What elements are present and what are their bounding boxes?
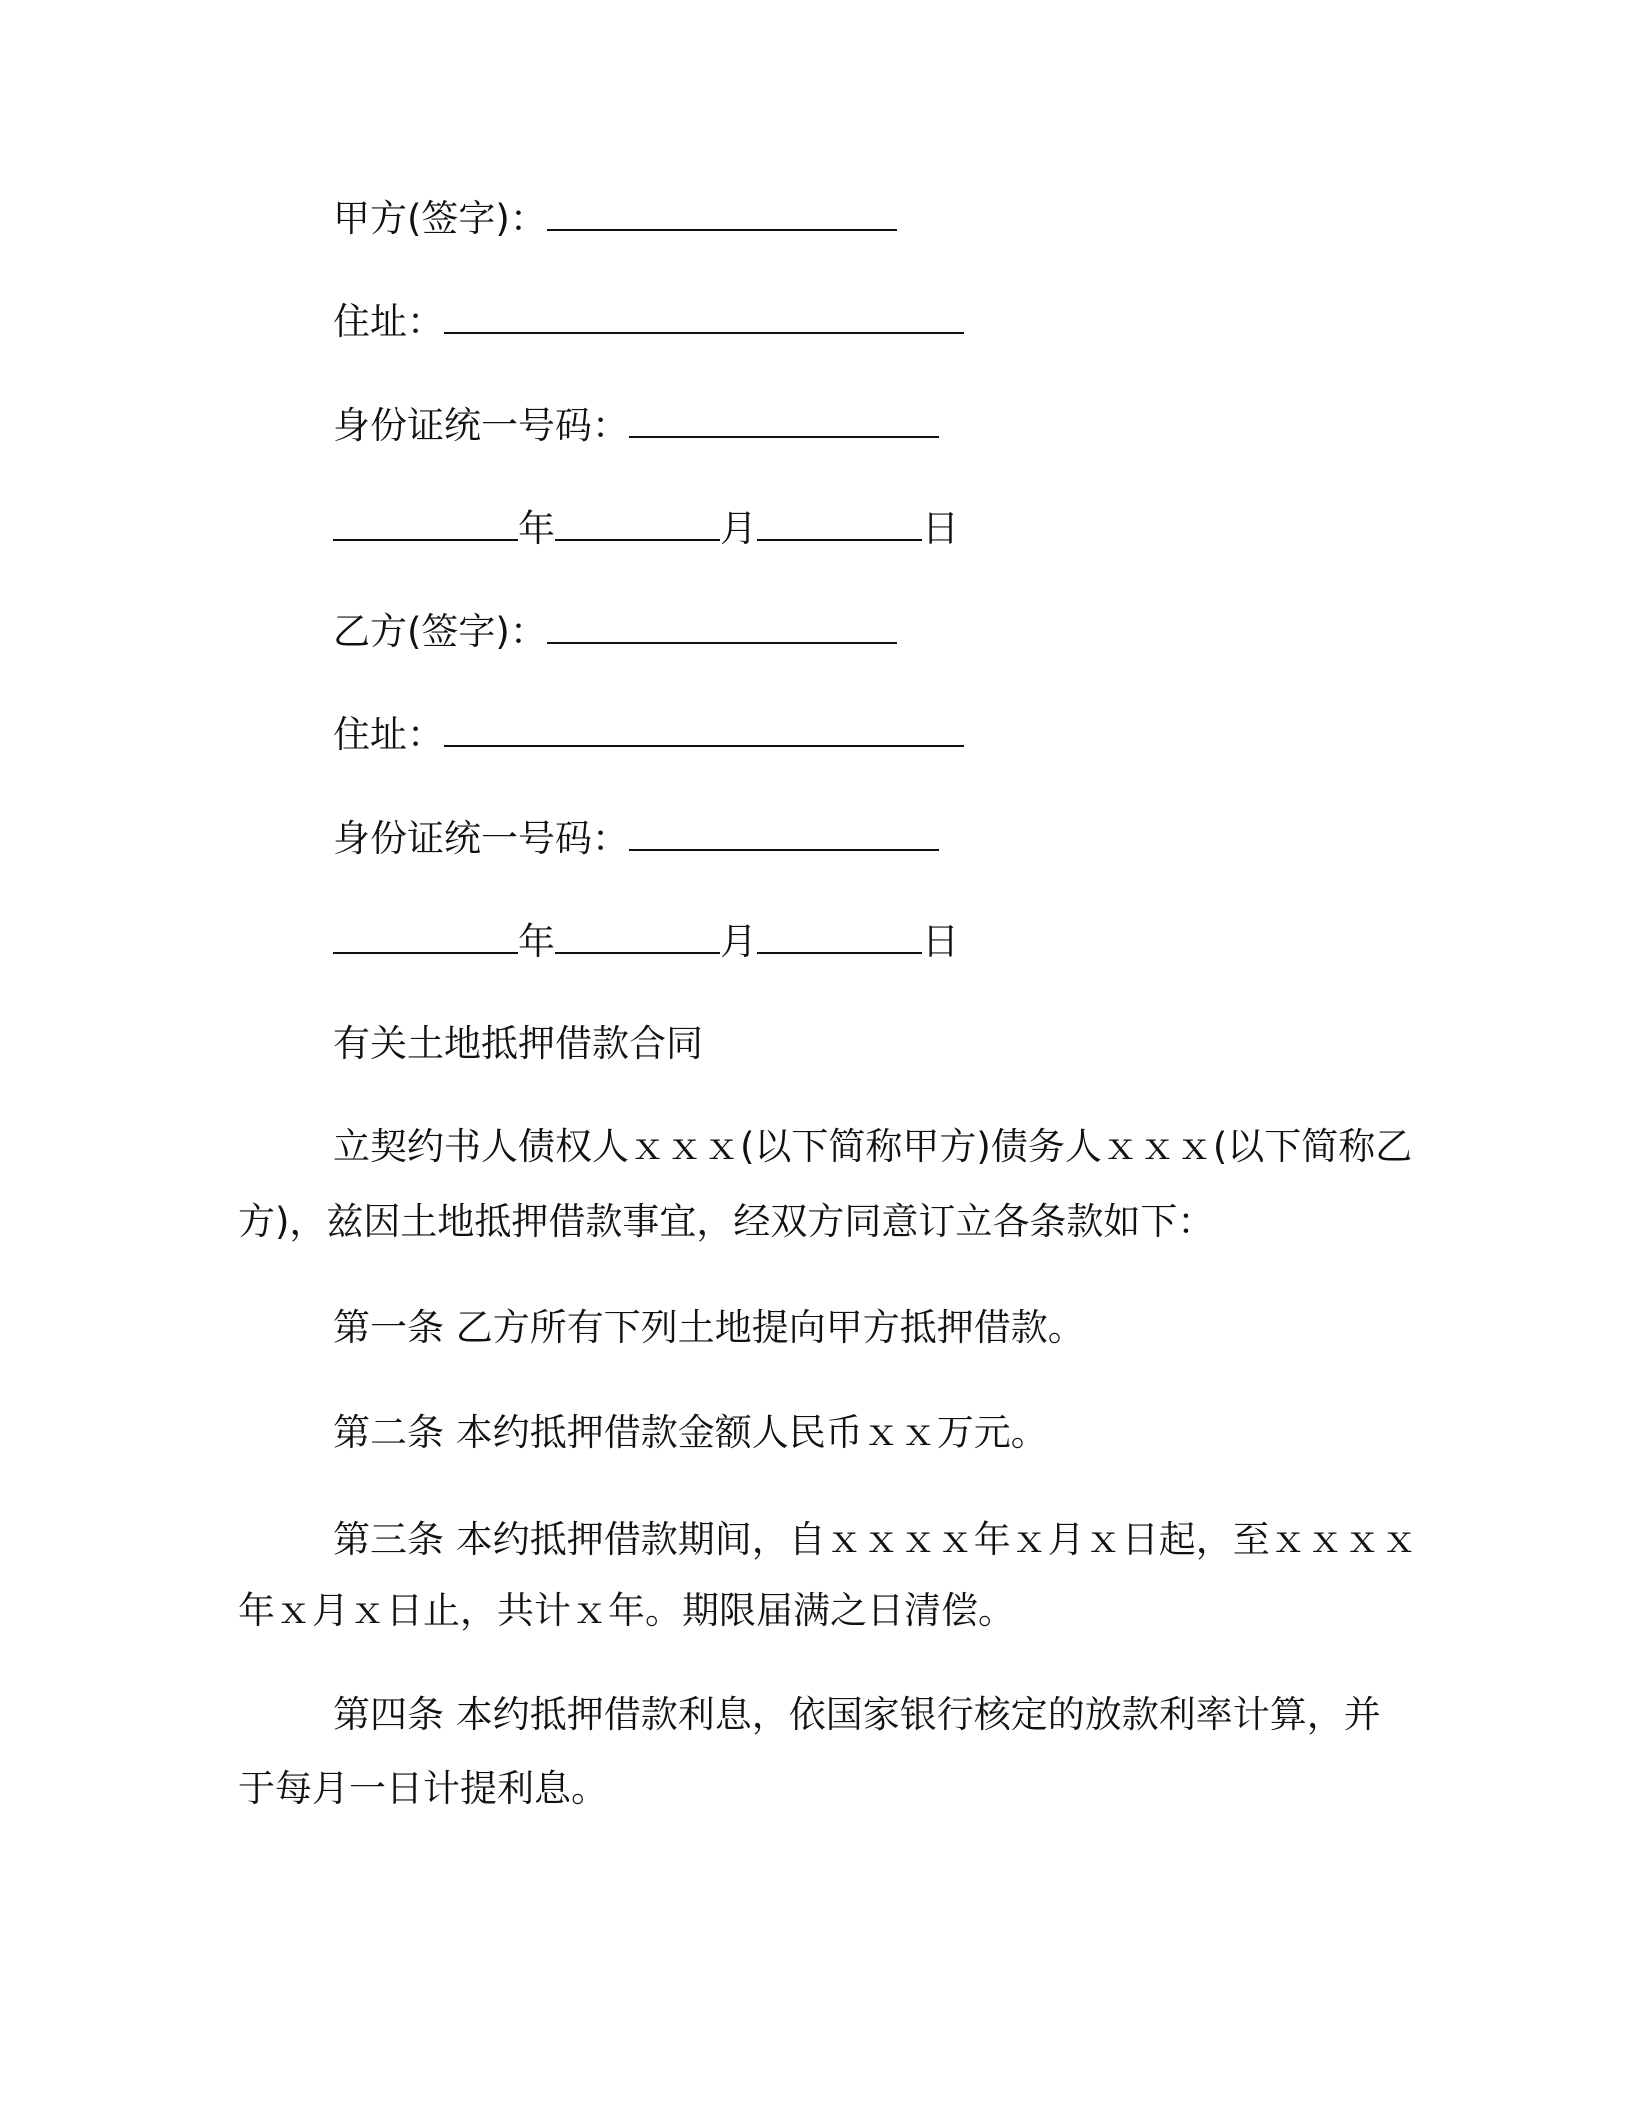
party-b-year-label: 年 xyxy=(518,920,555,963)
intro-paragraph-line-2: 方)，兹因土地抵押借款事宜，经双方同意订立各条款如下： xyxy=(238,1200,1215,1243)
article-4-line-1: 第四条 本约抵押借款利息，依国家银行核定的放款利率计算，并 xyxy=(333,1693,1381,1736)
party-b-label: 乙方(签字)： xyxy=(333,610,547,653)
intro-paragraph-line-1: 立契约书人债权人ｘｘｘ(以下简称甲方)债务人ｘｘｘ(以下简称乙 xyxy=(333,1125,1413,1168)
party-b-day-label: 日 xyxy=(922,920,959,963)
party-b-year-blank xyxy=(333,922,518,954)
party-b-address-label: 住址： xyxy=(333,713,444,756)
party-b-id-blank xyxy=(629,819,939,851)
party-b-id-line xyxy=(0,817,1632,861)
party-a-year-blank xyxy=(333,509,518,541)
party-a-month-blank xyxy=(555,509,720,541)
party-a-signature-blank xyxy=(547,199,897,231)
party-a-day-blank xyxy=(757,509,922,541)
party-a-id-line xyxy=(0,404,1632,448)
party-a-address-blank xyxy=(444,302,964,334)
party-b-id-label: 身份证统一号码： xyxy=(333,817,629,860)
party-b-month-label: 月 xyxy=(720,920,757,963)
party-a-id-label: 身份证统一号码： xyxy=(333,404,629,447)
party-a-date-line xyxy=(0,507,1632,551)
party-a-id-blank xyxy=(629,406,939,438)
party-a-address-label: 住址： xyxy=(333,300,444,343)
contract-title: 有关土地抵押借款合同 xyxy=(333,1022,703,1065)
party-a-signature-line xyxy=(0,197,1632,241)
article-2: 第二条 本约抵押借款金额人民币ｘｘ万元。 xyxy=(333,1411,1048,1454)
article-3-line-1: 第三条 本约抵押借款期间，自ｘｘｘｘ年ｘ月ｘ日起，至ｘｘｘｘ xyxy=(333,1518,1418,1561)
article-4-line-2: 于每月一日计提利息。 xyxy=(238,1767,608,1810)
party-b-address-blank xyxy=(444,715,964,747)
party-a-label: 甲方(签字)： xyxy=(333,197,547,240)
party-b-signature-blank xyxy=(547,612,897,644)
party-b-day-blank xyxy=(757,922,922,954)
article-3-line-2: 年ｘ月ｘ日止，共计ｘ年。期限届满之日清偿。 xyxy=(238,1589,1015,1632)
article-1: 第一条 乙方所有下列土地提向甲方抵押借款。 xyxy=(333,1306,1085,1349)
party-a-day-label: 日 xyxy=(922,507,959,550)
party-a-month-label: 月 xyxy=(720,507,757,550)
party-a-address-line xyxy=(0,300,1632,344)
party-a-year-label: 年 xyxy=(518,507,555,550)
party-b-signature-line xyxy=(0,610,1632,654)
party-b-address-line xyxy=(0,713,1632,757)
party-b-date-line xyxy=(0,920,1632,964)
party-b-month-blank xyxy=(555,922,720,954)
